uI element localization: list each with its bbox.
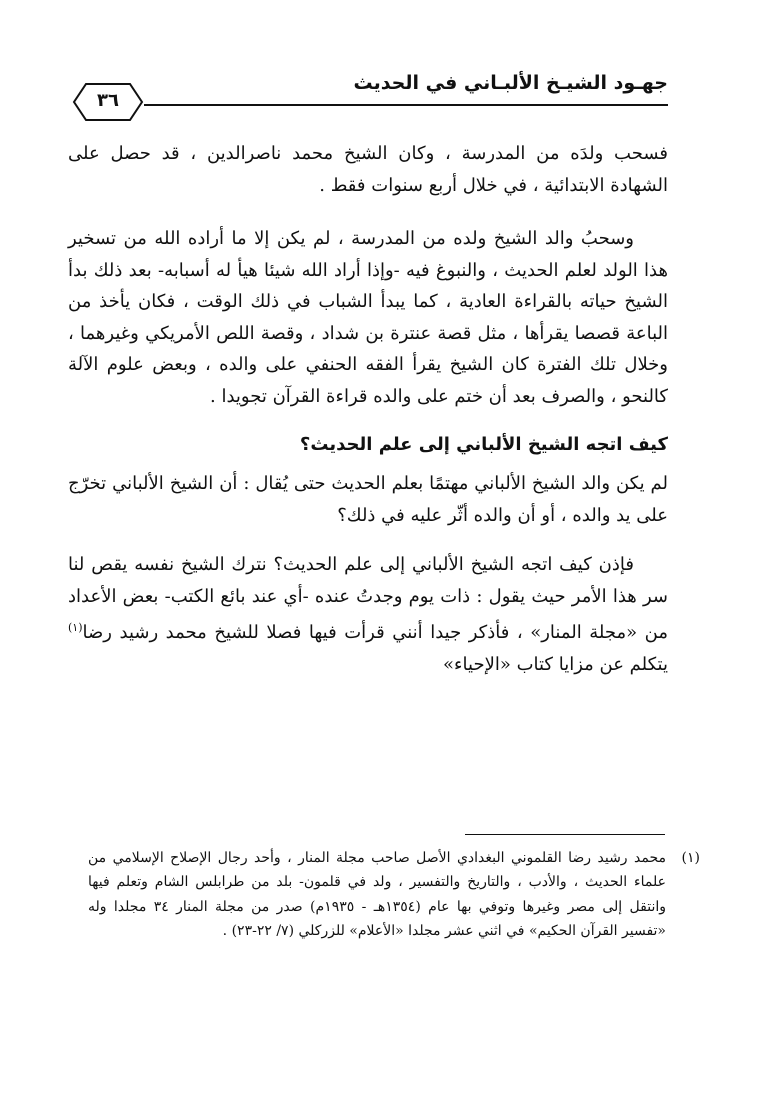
footnote-reference: (١) (68, 621, 83, 634)
paragraph-3: لم يكن والد الشيخ الألباني مهتمًا بعلم الحديث حتى يُقال : أن الشيخ الألباني تخرّج على يد والده ، أو أن والده أثّر عليه في ذلك؟ (68, 473, 668, 526)
main-text (68, 138, 668, 680)
paragraph-2: وسحبُ والد الشيخ ولده من المدرسة ، لم يكن إلا ما أراده الله من تسخير هذا الولد لعلم الحديث ، والنبوغ فيه -وإذا أراد الله شيئا هيأ له أسبابه- بعد ذلك بدأ الشيخ حياته بالقراءة العادية ، كما يبدأ الشباب في ذلك الوقت ، فكان يأخذ من الباعة قصصا يقرأها ، مثل قصة عنترة بن شداد ، وقصة اللص الأمريكي وغيرهما ، وخلال تلك الفترة كان الشيخ يقرأ الفقه الحنفي على والده ، وبعض علوم الآلة كالنحو ، والصرف بعد أن ختم على والده قراءة القرآن تجويدا . (68, 228, 668, 407)
footnotes (88, 846, 700, 943)
footnote-separator (465, 834, 665, 835)
paragraph-4-text: فإذن كيف اتجه الشيخ الألباني إلى علم الحديث؟ نترك الشيخ نفسه يقص لنا سر هذا الأمر حيث يقول : ذات يوم وجدتُ عنده -أي عند بائع الكتب- بعض الأعداد من «مجلة المنار» ، فأذكر جيدا أنني قرأت فيها فصلا للشيخ محمد رشيد رضا (68, 554, 668, 643)
paragraph-4-continuation: يتكلم عن مزايا كتاب «الإحياء» (443, 653, 668, 675)
footnote-marker: (١) (681, 850, 700, 866)
running-header (72, 62, 668, 122)
page-number-badge (72, 82, 144, 122)
header-rule (144, 104, 668, 106)
page-number: ٣٦ (97, 90, 119, 111)
running-title: جهـود الشيـخ الألبـاني في الحديث (353, 72, 668, 94)
paragraph-4 (68, 549, 668, 680)
section-heading: كيف اتجه الشيخ الألباني إلى علم الحديث؟ (299, 434, 668, 455)
footnote-text: محمد رشيد رضا القلموني البغدادي الأصل صاحب مجلة المنار ، وأحد رجال الإصلاح الإسلامي من علماء الحديث ، والأدب ، والتاريخ والتفسير ، ولد في قلمون- بلد من طرابلس الشام وتعلم فيها وانتقل إلى مصر وغيرها وتوفي بها عام (١٣٥٤هـ - ١٩٣٥م) صدر من مجلة المنار ٣٤ مجلدا وله «تفسير القرآن الحكيم» في اثني عشر مجلدا «الأعلام» للزركلي (٧/ ٢٢-٢٣) . (88, 850, 666, 939)
paragraph-1: فسحب ولدَه من المدرسة ، وكان الشيخ محمد ناصرالدين ، قد حصل على الشهادة الابتدائية ، في خلال أربع سنوات فقط . (68, 143, 668, 196)
footnote-item (88, 846, 700, 943)
